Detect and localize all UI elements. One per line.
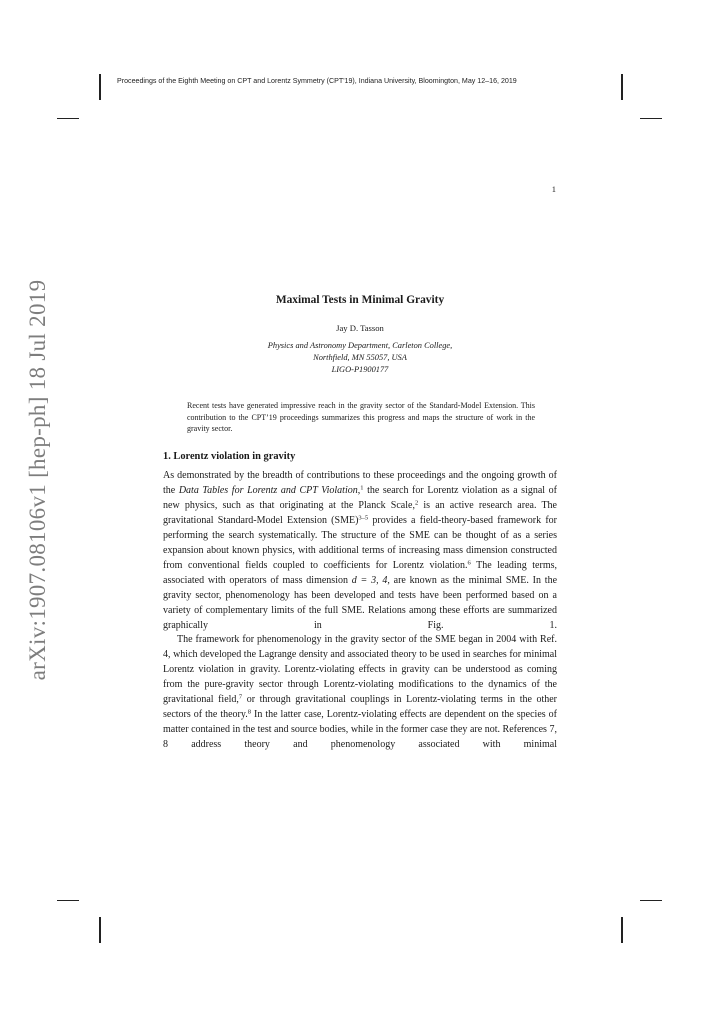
- text-span: is an active research area. The gravitational Standard-Model Extension (SME): [163, 499, 557, 526]
- citation: 3–5: [358, 514, 369, 522]
- crop-mark-top-left: [99, 74, 101, 100]
- crop-mark-top-right: [621, 74, 623, 100]
- citation: 2: [414, 499, 419, 507]
- body-text: [163, 469, 557, 753]
- text-span: As demonstrated by the breadth of contributions to these proceedings and the ongoing growth of the: [163, 470, 557, 496]
- citation: 1: [360, 484, 364, 492]
- crop-mark-upper-right: [640, 118, 662, 119]
- crop-mark-lower-left: [57, 900, 79, 901]
- math-expression: d = 3, 4: [351, 574, 388, 586]
- text-span: provides a field-theory-based framework for performing the search systematically. The structure of the SME can be thought of as a series expansion about known physics, with additional terms of increasing mass dimension constructed from conventional fields coupled to coefficients for Lorentz violation.: [163, 514, 557, 571]
- author-name: Jay D. Tasson: [336, 323, 384, 333]
- paragraph-2: [163, 633, 557, 753]
- text-span: ,: [357, 484, 361, 496]
- crop-mark-bottom-left: [99, 917, 101, 943]
- running-head: Proceedings of the Eighth Meeting on CPT and Lorentz Symmetry (CPT'19), Indiana University, Bloomington, May 12–16, 2019: [117, 77, 517, 85]
- text-span: the search for Lorentz violation as a signal of new physics, such as that originating at the Planck Scale,: [163, 484, 557, 511]
- crop-mark-bottom-right: [621, 917, 623, 943]
- citation: 6: [467, 559, 471, 567]
- affiliation-line-1: Physics and Astronomy Department, Carleton College,: [267, 341, 453, 350]
- paragraph-1: [163, 469, 557, 633]
- text-span: In the latter case, Lorentz-violating effects are dependent on the species of matter contained in the test and source bodies, while in the former case they are not. References 7, 8 address theory and phenomenology associated with minimal: [163, 709, 557, 751]
- citation: 7: [238, 693, 243, 701]
- paper-title: Maximal Tests in Minimal Gravity: [275, 294, 445, 306]
- text-span: The leading terms, associated with operators of mass dimension: [163, 559, 557, 586]
- section-heading: 1. Lorentz violation in gravity: [163, 451, 296, 462]
- abstract: Recent tests have generated impressive reach in the gravity sector of the Standard-Model Extension. This contribution to the CPT’19 proceedings summarizes this progress and maps the structure of work in the gravity sector.: [187, 401, 535, 434]
- data-tables-title: Data Tables for Lorentz and CPT Violation: [178, 484, 358, 496]
- crop-mark-lower-right: [640, 900, 662, 901]
- text-span: or through gravitational couplings in Lorentz-violating terms in the other sectors of the theory.: [163, 694, 558, 721]
- text-span: The framework for phenomenology in the gravity sector of the SME began in 2004 with Ref. 4, which developed the Lagrange density and associated theory to be used in searches for minimal Lorentz violation in gravity. Lorentz-violating effects in gravity can be understood as coming from the pure-gravity sector through Lorentz-violating modifications to the dynamics of the gravitational field,: [163, 634, 557, 706]
- text-span: , are known as the minimal SME. In the gravity sector, phenomenology has been developed and tests have been performed based on a variety of complementary limits of the full SME. Relations among these efforts are summarized graphically in Fig. 1.: [163, 574, 558, 631]
- page-number: 1: [551, 184, 556, 194]
- crop-mark-upper-left: [57, 118, 79, 119]
- arxiv-identifier: arXiv:1907.08106v1 [hep-ph] 18 Jul 2019: [25, 279, 50, 681]
- affiliation-line-2: Northfield, MN 55057, USA: [313, 353, 407, 362]
- citation: 8: [247, 708, 251, 716]
- report-number: LIGO-P1900177: [331, 365, 389, 374]
